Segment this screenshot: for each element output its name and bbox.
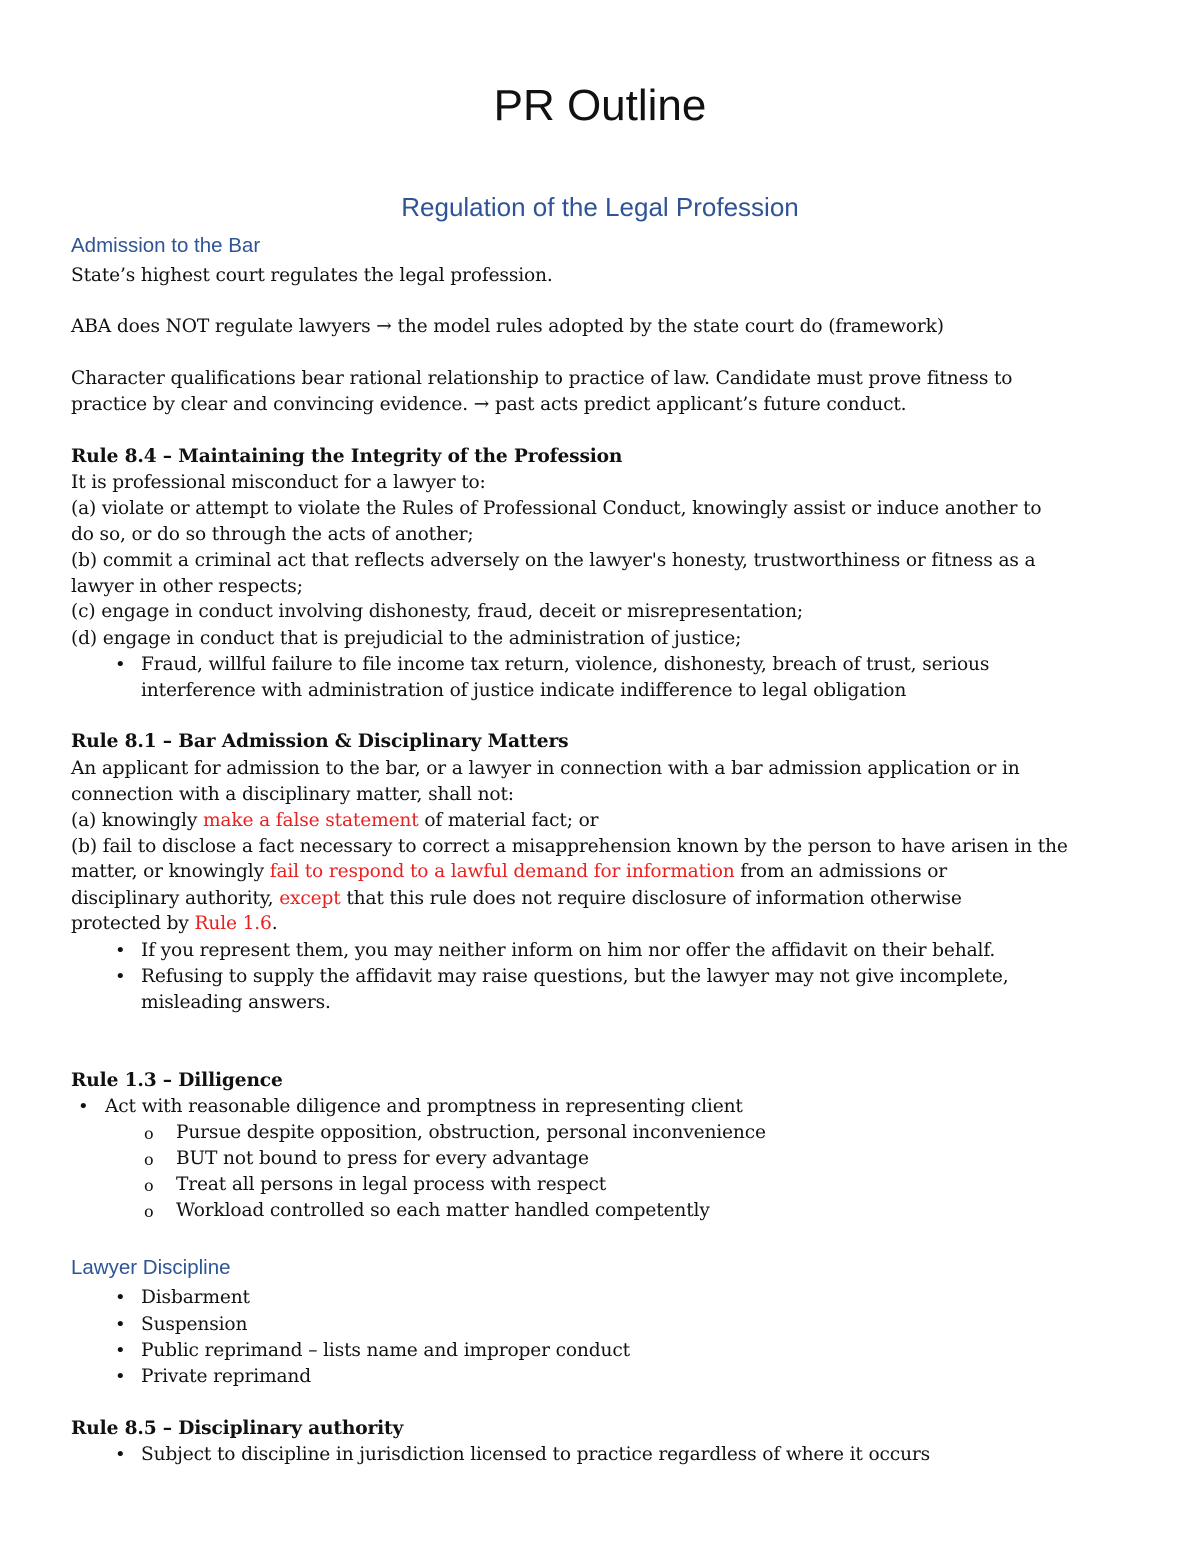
rule-text: do so, or do so through the acts of another; [71,524,474,545]
discipline-heading: Lawyer Discipline [71,1256,231,1279]
rule-text-b3 [71,888,962,910]
text-segment: of material fact; or [418,810,599,831]
text-segment: protected by [71,913,195,934]
section-heading: Regulation of the Legal Profession [401,192,799,222]
highlighted-text: make a false statement [202,810,419,831]
bullet-text: interference with administration of justice indicate indifference to legal obligation [141,680,907,701]
rule-text: An applicant for admission to the bar, or a lawyer in connection with a bar admission application or in [71,758,1020,779]
paragraph: practice by clear and convincing evidence. → past acts predict applicant’s future conduct. [71,394,907,415]
text-segment: matter, or knowingly [71,861,270,882]
rule-text: connection with a disciplinary matter, shall not: [71,784,514,805]
sub-bullet-text: Treat all persons in legal process with respect [176,1174,607,1195]
sub-bullet-text: Workload controlled so each matter handled competently [176,1200,710,1221]
rule-text: (b) commit a criminal act that reflects adversely on the lawyer's honesty, trustworthiness or fitness as a [71,550,1036,571]
rule-text-a [71,810,598,832]
rule-8-4-heading: Rule 8.4 – Maintaining the Integrity of the Profession [71,446,623,467]
bullet-icon: • [115,1287,126,1308]
bullet-text: Disbarment [141,1287,250,1308]
bullet-text: Refusing to supply the affidavit may raise questions, but the lawyer may not give incomplete, [141,966,1009,987]
rule-8-1-heading: Rule 8.1 – Bar Admission & Disciplinary Matters [71,731,569,752]
text-segment: disciplinary authority, [71,888,280,909]
rule-text: It is professional misconduct for a lawyer to: [71,472,486,493]
sub-bullet-text: BUT not bound to press for every advantage [176,1148,589,1169]
rule-8-5-heading: Rule 8.5 – Disciplinary authority [71,1418,404,1439]
sub-bullet-icon: o [144,1124,154,1143]
sub-bullet-icon: o [144,1150,154,1169]
sub-bullet-icon: o [144,1202,154,1221]
rule-text-b4 [71,913,278,935]
rule-1-3-heading: Rule 1.3 – Dilligence [71,1070,283,1091]
admission-heading: Admission to the Bar [71,234,261,257]
paragraph: State’s highest court regulates the legal profession. [71,265,553,286]
bullet-icon: • [115,940,126,961]
text-segment: (a) knowingly [71,810,203,831]
text-segment: that this rule does not require disclosure of information otherwise [340,888,962,909]
paragraph: ABA does NOT regulate lawyers → the model rules adopted by the state court do (framework) [71,316,944,337]
text-segment: from an admissions or [734,861,947,882]
bullet-icon: • [78,1096,89,1117]
rule-text: (c) engage in conduct involving dishonesty, fraud, deceit or misrepresentation; [71,601,804,622]
rule-text: lawyer in other respects; [71,576,303,597]
text-segment: . [271,913,278,934]
sub-bullet-text: Pursue despite opposition, obstruction, personal inconvenience [176,1122,766,1143]
sub-bullet-icon: o [144,1176,154,1195]
rule-reference-link: Rule 1.6 [194,913,272,934]
bullet-icon: • [115,1444,126,1465]
highlighted-text: except [279,888,341,909]
paragraph: Character qualifications bear rational relationship to practice of law. Candidate must prove fitness to [71,368,1013,389]
bullet-text: Subject to discipline in jurisdiction licensed to practice regardless of where it occurs [141,1444,931,1465]
document-title: PR Outline [493,81,707,130]
rule-text: (d) engage in conduct that is prejudicial to the administration of justice; [71,628,742,649]
highlighted-text: fail to respond to a lawful demand for information [269,861,735,882]
bullet-text: Suspension [141,1314,248,1335]
bullet-icon: • [115,1366,126,1387]
bullet-icon: • [115,1340,126,1361]
rule-text: (b) fail to disclose a fact necessary to correct a misapprehension known by the person to have arisen in the [71,836,1068,857]
bullet-text: Fraud, willful failure to file income tax return, violence, dishonesty, breach of trust, serious [141,654,990,675]
bullet-icon: • [115,966,126,987]
bullet-icon: • [115,654,126,675]
bullet-text: Public reprimand – lists name and improper conduct [141,1340,630,1361]
bullet-text: misleading answers. [141,992,331,1013]
rule-text: (a) violate or attempt to violate the Rules of Professional Conduct, knowingly assist or induce another to [71,498,1042,519]
bullet-icon: • [115,1314,126,1335]
bullet-text: If you represent them, you may neither inform on him nor offer the affidavit on their behalf. [141,940,996,961]
bullet-text: Act with reasonable diligence and promptness in representing client [105,1096,743,1117]
rule-text-b2 [71,861,947,883]
bullet-text: Private reprimand [141,1366,311,1387]
